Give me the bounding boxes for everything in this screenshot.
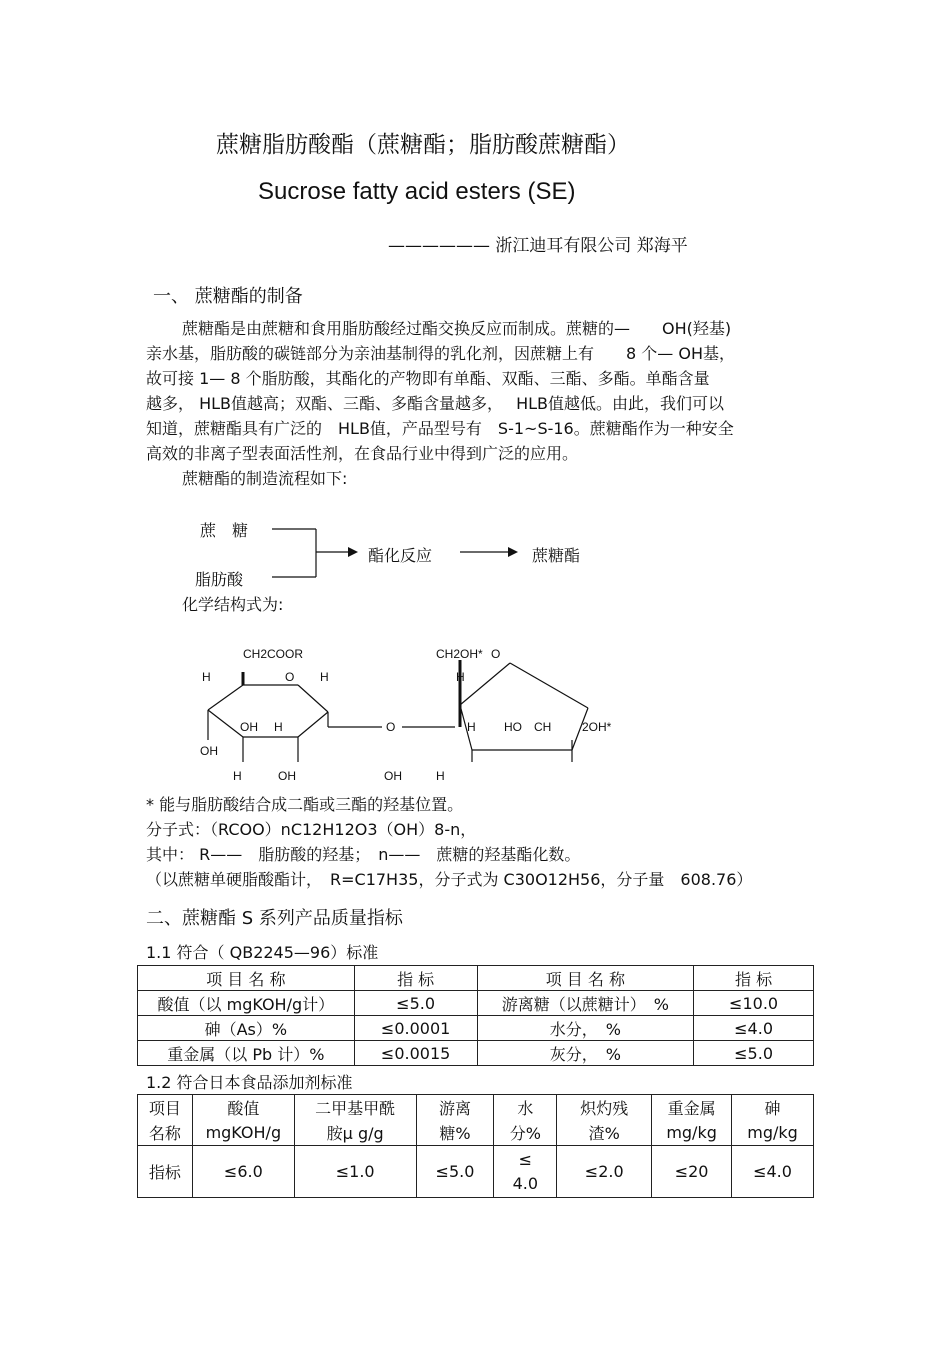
table-cell: ≤1.0 [294, 1146, 416, 1198]
table-header-cell: 指 标 [694, 966, 814, 991]
table-row [138, 1016, 814, 1041]
label-oh: OH [240, 720, 258, 734]
table-cell: ≤6.0 [192, 1146, 294, 1198]
table-cell: ≤0.0015 [354, 1041, 477, 1066]
label-ch2oh-star: CH2OH* [436, 647, 483, 661]
standard-table-qb [137, 965, 814, 1066]
table-row [138, 1041, 814, 1066]
flow-step-esterification: 酯化反应 [368, 546, 433, 565]
table-cell: 砷（As）% [138, 1016, 355, 1041]
table-cell: 重金属（以 Pb 计）% [138, 1041, 355, 1066]
table-cell: ≤5.0 [694, 1041, 814, 1066]
table-cell: ≤2.0 [557, 1146, 652, 1198]
table-header-cell: 胺μ g/g [294, 1120, 416, 1146]
table-cell: ≤4.0 [694, 1016, 814, 1041]
flow-product: 蔗糖酯 [532, 546, 581, 565]
table-cell: ≤20 [652, 1146, 732, 1198]
table-row [138, 991, 814, 1016]
paragraph-line: 越多， HLB值越高；双酯、三酯、多酯含量越多， HLB值越低。由此，我们可以 [146, 394, 725, 413]
page-subtitle: Sucrose fatty acid esters (SE) [258, 178, 576, 205]
table-cell: 水分， % [477, 1016, 694, 1041]
table-cell: ≤4.0 [732, 1146, 814, 1198]
flow-intro: 蔗糖酯的制造流程如下: [182, 469, 348, 488]
standard-table-japan [137, 1094, 814, 1198]
table-header-cell: 指 标 [354, 966, 477, 991]
flow-input-fatty-acid: 脂肪酸 [195, 570, 244, 589]
label-o: O [285, 670, 295, 684]
formula-line: 分子式：（RCOO）nC12H12O3（OH）8-n， [146, 820, 477, 839]
table-cell: 酸值（以 mgKOH/g计） [138, 991, 355, 1016]
label-ch2oh-end: 2OH* [582, 720, 612, 734]
table-header-cell: 炽灼残 [557, 1095, 652, 1120]
label-o: O [386, 720, 396, 734]
paragraph-line: 亲水基，脂肪酸的碳链部分为亲油基制得的乳化剂，因蔗糖上有 8 个— OH基， [146, 344, 735, 363]
table-header-cell: mg/kg [652, 1120, 732, 1146]
label-ch2coor: CH2COOR [243, 647, 304, 661]
example-line: （以蔗糖单硬脂酸酯计， R=C17H35，分子式为 C30O12H56，分子量 608.76） [146, 870, 753, 889]
label-ho: HO [504, 720, 522, 734]
subheading-1-1: 1.1 符合（ QB2245—96）标准 [146, 943, 379, 962]
label-oh: OH [200, 744, 218, 758]
table-header-cell: 糖% [416, 1120, 494, 1146]
label-h: H [233, 769, 242, 783]
label-oh: OH [278, 769, 296, 783]
label-oh: OH [384, 769, 402, 783]
table-header-cell: mg/kg [732, 1120, 814, 1146]
table-cell: 指标 [138, 1146, 193, 1198]
table-header-cell: 渣% [557, 1120, 652, 1146]
table-header-cell: 砷 [732, 1095, 814, 1120]
author-line: —————— 浙江迪耳有限公司 郑海平 [388, 236, 688, 256]
table-cell: ≤5.0 [354, 991, 477, 1016]
label-h: H [467, 720, 476, 734]
paragraph-line: 高效的非离子型表面活性剂，在食品行业中得到广泛的应用。 [146, 444, 579, 463]
paragraph-line: 故可接 1— 8 个脂肪酸，其酯化的产物即有单酯、双酯、三酯、多酯。单酯含量 [146, 369, 710, 388]
label-h: H [456, 670, 465, 684]
table-header-cell: 重金属 [652, 1095, 732, 1120]
structure-intro: 化学结构式为: [182, 595, 284, 614]
table-header-cell: 项目 [138, 1095, 193, 1120]
table-header-cell: 游离 [416, 1095, 494, 1120]
table-cell: ≤10.0 [694, 991, 814, 1016]
table-cell: ≤0.0001 [354, 1016, 477, 1041]
label-o: O [491, 647, 501, 661]
table-cell: ≤5.0 [416, 1146, 494, 1198]
table-cell: 灰分， % [477, 1041, 694, 1066]
label-h: H [436, 769, 445, 783]
label-ch: CH [534, 720, 552, 734]
label-h: H [320, 670, 329, 684]
table-cell: ≤ 4.0 [494, 1146, 557, 1198]
table-header-cell: 名称 [138, 1120, 193, 1146]
table-row [138, 1146, 814, 1198]
table-header-cell: 项 目 名 称 [138, 966, 355, 991]
label-h: H [274, 720, 283, 734]
section-heading-2: 二、蔗糖酯 S 系列产品质量指标 [146, 908, 403, 929]
table-header-cell: 酸值 [192, 1095, 294, 1120]
table-header-cell: 项 目 名 称 [477, 966, 694, 991]
paragraph-line: 知道，蔗糖酯具有广泛的 HLB值，产品型号有 S-1~S-16。蔗糖酯作为一种安全 [146, 419, 734, 438]
subheading-1-2: 1.2 符合日本食品添加剂标准 [146, 1073, 353, 1092]
table-cell: 游离糖（以蔗糖计） % [477, 991, 694, 1016]
paragraph-line: 蔗糖酯是由蔗糖和食用脂肪酸经过酯交换反应而制成。蔗糖的— OH(羟基) [182, 319, 732, 338]
label-h: H [202, 670, 211, 684]
star-note: * 能与脂肪酸结合成二酯或三酯的羟基位置。 [146, 795, 464, 814]
page-title: 蔗糖脂肪酸酯（蔗糖酯；脂肪酸蔗糖酯） [216, 132, 630, 158]
table-header-cell: 分% [494, 1120, 557, 1146]
section-heading-1: 一、 蔗糖酯的制备 [153, 286, 303, 307]
table-header-cell: 二甲基甲酰 [294, 1095, 416, 1120]
table-header-cell: 水 [494, 1095, 557, 1120]
flow-input-sucrose: 蔗 糖 [200, 521, 249, 540]
where-line: 其中： R—— 脂肪酸的羟基； n—— 蔗糖的羟基酯化数。 [146, 845, 581, 864]
table-header-cell: mgKOH/g [192, 1120, 294, 1146]
